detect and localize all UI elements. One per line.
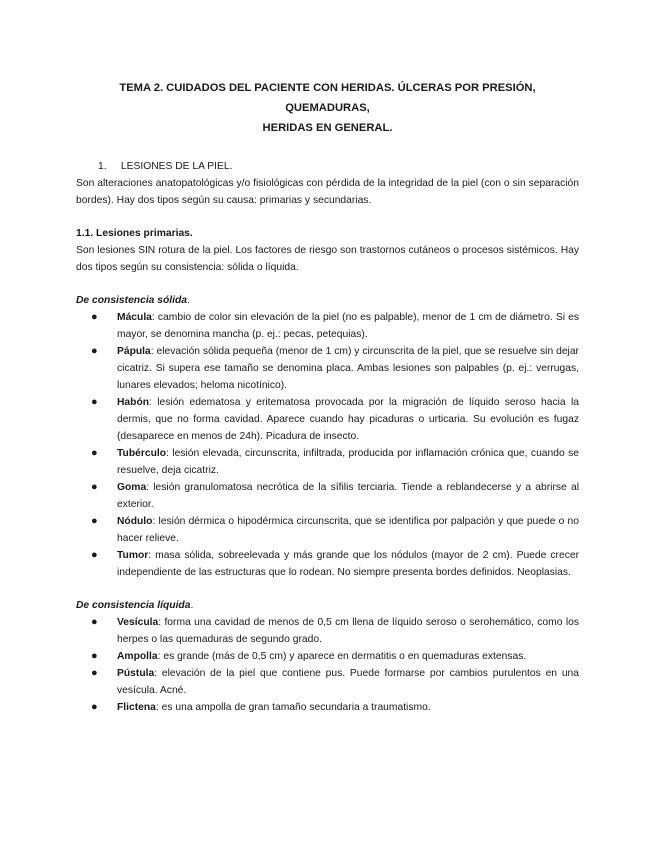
list-item-desc: : cambio de color sin elevación de la piel (no es palpable), menor de 1 cm de diámetro. Si es mayor, se denomina mancha (p. ej.: pecas, petequias). [117, 312, 579, 340]
title-line-2: HERIDAS EN GENERAL. [262, 122, 393, 134]
list-item [91, 665, 579, 699]
list-item [91, 394, 579, 445]
list-item [91, 513, 579, 547]
section-1-heading [98, 158, 579, 175]
list-item-desc: : es una ampolla de gran tamaño secundaria a traumatismo. [155, 702, 431, 713]
list-item-term: Tubérculo [117, 448, 167, 459]
list-item-term: Pústula [117, 668, 155, 679]
solid-heading-trail: . [187, 295, 190, 306]
solid-heading-text: De consistencia sólida [76, 295, 188, 306]
list-item-desc: : lesión edematosa y eritematosa provocada por la migración de líquido seroso hacia la dermis, que no forma cavidad. Aparece cuando hay picaduras o urticaria. Su evolución es fugaz (desaparece en menos de 24h). Picadura de insecto. [117, 397, 579, 442]
list-item-term: Habón [117, 397, 150, 408]
bullet-icon: ● [91, 549, 98, 561]
list-item [91, 648, 579, 665]
list-item-term: Nódulo [117, 516, 153, 527]
liquid-list [76, 614, 579, 716]
bullet-icon: ● [91, 616, 98, 628]
liquid-heading-trail: . [190, 600, 194, 611]
solid-list [76, 309, 579, 581]
list-item-term: Goma [117, 482, 147, 493]
list-item [91, 479, 579, 513]
liquid-heading-text: De consistencia líquida [76, 600, 191, 611]
list-item-term: Pápula [117, 346, 151, 357]
list-item-desc: : lesión granulomatosa necrótica de la sífilis terciaria. Tiende a reblandecerse y a abrirse al exterior. [117, 482, 579, 510]
list-item-desc: : elevación sólida pequeña (menor de 1 cm) y circunscrita de la piel, que se resuelve sin dejar cicatriz. Si supera ese tamaño se denomina placa. Ambas lesiones son palpables (p. ej.: verrugas, lunares elevados; heloma nicotínico). [117, 346, 579, 391]
list-item-desc: : lesión dérmica o hipodérmica circunscrita, que se identifica por palpación y que puede o no hacer relieve. [117, 516, 579, 544]
liquid-heading [76, 597, 579, 614]
list-item [91, 309, 579, 343]
section-1-1-text: Son lesiones SIN rotura de la piel. Los factores de riesgo son trastornos cutáneos o procesos sistémicos. Hay dos tipos según su consistencia: sólida o líquida. [76, 245, 579, 273]
list-item [91, 445, 579, 479]
list-item [91, 614, 579, 648]
list-item-desc: : es grande (más de 0,5 cm) y aparece en dermatitis o en quemaduras extensas. [157, 651, 527, 662]
list-item-desc: : masa sólida, sobreelevada y más grande que los nódulos (mayor de 2 cm). Puede crecer independiente de las estructuras que lo rodean. No siempre presenta bordes definidos. Neoplasias. [117, 550, 579, 578]
bullet-icon: ● [91, 481, 98, 493]
bullet-icon: ● [91, 447, 98, 459]
section-1-number: 1. [98, 161, 107, 172]
list-item-term: Tumor [117, 550, 149, 561]
list-item [91, 699, 579, 716]
bullet-icon: ● [91, 345, 98, 357]
bullet-icon: ● [91, 515, 98, 527]
list-item [91, 547, 579, 581]
bullet-icon: ● [91, 311, 98, 323]
list-item-term: Mácula [117, 312, 152, 323]
list-item-desc: : lesión elevada, circunscrita, infiltrada, producida por inflamación crónica que, cuando se resuelve, deja cicatriz. [117, 448, 579, 476]
title-line-1: TEMA 2. CUIDADOS DEL PACIENTE CON HERIDAS. ÚLCERAS POR PRESIÓN, QUEMADURAS, [119, 82, 536, 114]
section-1-title: LESIONES DE LA PIEL. [120, 161, 233, 172]
list-item-term: Flictena [117, 702, 156, 713]
section-1-text: Son alteraciones anatopatológicas y/o fisiológicas con pérdida de la integridad de la piel (con o sin separación bordes). Hay dos tipos según su causa: primarias y secundarias. [76, 178, 579, 206]
solid-heading [76, 292, 579, 309]
list-item-term: Ampolla [117, 651, 158, 662]
list-item-term: Vesícula [117, 617, 159, 628]
section-1-1-heading: 1.1. Lesiones primarias. [76, 228, 193, 239]
list-item [91, 343, 579, 394]
bullet-icon: ● [91, 396, 98, 408]
bullet-icon: ● [91, 650, 98, 662]
bullet-icon: ● [91, 701, 98, 713]
bullet-icon: ● [91, 667, 98, 679]
document-title [76, 78, 579, 138]
list-item-desc: : forma una cavidad de menos de 0,5 cm llena de líquido seroso o serohemático, como los herpes o las quemaduras de segundo grado. [117, 617, 579, 645]
list-item-desc: : elevación de la piel que contiene pus. Puede formarse por cambios purulentos en una vesícula. Acné. [117, 668, 579, 696]
